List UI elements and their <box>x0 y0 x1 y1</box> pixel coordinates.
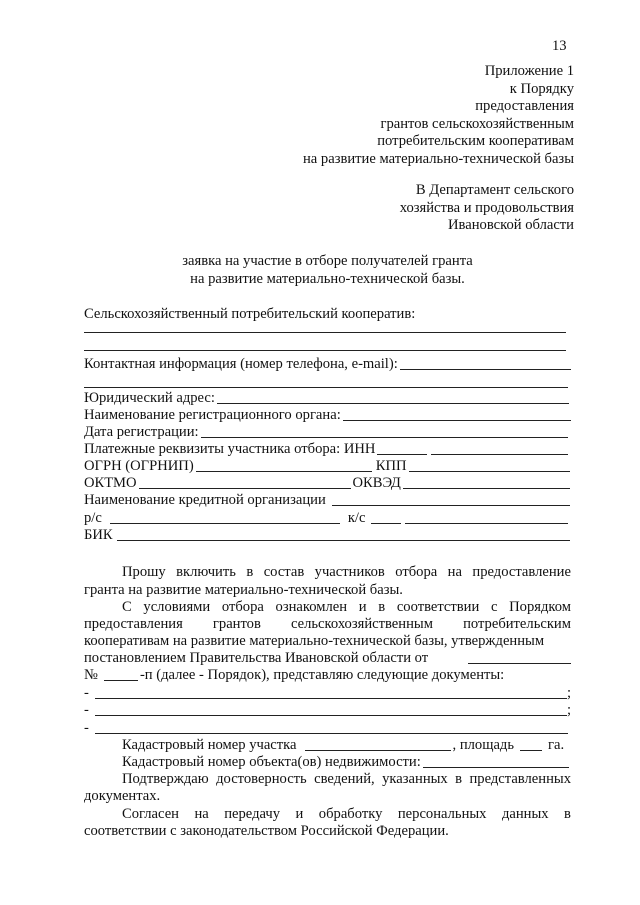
addressee-line: Ивановской области <box>448 217 574 233</box>
decree-rest: -п (далее - Порядок), представляю следующие документы: <box>139 667 505 683</box>
ogrn-kpp-field[interactable] <box>84 458 570 475</box>
ogrn-label: ОГРН (ОГРНИП) <box>84 458 194 474</box>
contact-field-line[interactable] <box>84 387 568 388</box>
word: в <box>564 806 571 822</box>
cadastral-object-field[interactable] <box>122 754 569 771</box>
decree-number-field[interactable] <box>84 667 571 684</box>
word: С <box>122 599 132 615</box>
word: сельскохозяйственным <box>290 616 433 632</box>
contact-field[interactable] <box>84 356 571 373</box>
document-item-1[interactable] <box>84 685 571 702</box>
word: указанных <box>382 771 448 787</box>
word: в <box>378 599 386 615</box>
ks-label: к/с <box>347 510 366 526</box>
document-item-3[interactable] <box>84 720 568 737</box>
appendix-line: потребительским кооперативам <box>377 133 574 149</box>
word: обработку <box>318 806 383 822</box>
appendix-line: на развитие материально-технической базы <box>302 150 574 167</box>
word: персональных <box>397 806 487 822</box>
word: отбора <box>395 564 438 580</box>
contact-label: Контактная информация (номер телефона, e-mail): <box>84 356 398 372</box>
word: достоверность <box>216 771 307 787</box>
appendix-line: к Порядку <box>509 80 574 97</box>
cadastral-land-field[interactable] <box>122 737 571 754</box>
confirm-line2: документах. <box>84 788 161 804</box>
word: состав <box>263 564 305 580</box>
word: включить <box>176 564 236 580</box>
word: отбора <box>221 599 264 615</box>
addressee-line: В Департамент сельского <box>415 182 574 198</box>
dash: - <box>84 702 89 718</box>
word: в <box>246 564 254 580</box>
word: Согласен <box>122 806 179 822</box>
oktmo-label: ОКТМО <box>84 475 137 491</box>
appendix-line: Приложение 1 <box>484 63 574 79</box>
title-line: на развитие материально-технической базы. <box>190 270 465 287</box>
accounts-field[interactable] <box>84 510 568 527</box>
decree-date-field[interactable] <box>84 650 571 667</box>
dash: - <box>84 685 89 701</box>
word: передачу <box>224 806 281 822</box>
word: и <box>295 806 304 822</box>
reg-date-field[interactable] <box>84 424 568 441</box>
reg-org-label: Наименование регистрационного органа: <box>84 407 341 423</box>
word: Подтверждаю <box>122 771 209 787</box>
paragraph-conditions-line1 <box>122 599 571 616</box>
word: в <box>455 771 463 787</box>
word: представленных <box>469 771 571 787</box>
okved-label: ОКВЭД <box>352 475 401 491</box>
word: на <box>194 806 209 822</box>
decree-label: постановлением Правительства Ивановской области от <box>84 650 429 666</box>
appendix-line: предоставления <box>475 98 574 114</box>
payment-label: Платежные реквизиты участника отбора: ИНН <box>84 441 376 457</box>
address-label: Юридический адрес: <box>84 390 215 406</box>
consent-line1 <box>122 806 571 823</box>
word: и <box>358 599 367 615</box>
word: предоставление <box>472 564 571 580</box>
paragraph-request-line2: гранта на развитие материально-технической базы. <box>84 582 403 598</box>
paragraph-conditions-line2 <box>84 616 571 633</box>
word: потребительским <box>463 616 571 632</box>
coop-label: Сельскохозяйственный потребительский кооператив: <box>84 306 416 322</box>
word: Порядком <box>509 599 571 615</box>
coop-field-line[interactable] <box>84 350 566 351</box>
number-sign: № <box>84 667 98 683</box>
semicolon: ; <box>566 685 571 701</box>
consent-line2: соответствии с законодательством Российской Федерации. <box>84 823 449 839</box>
title-line: заявка на участие в отборе получателей гранта <box>182 253 473 269</box>
document-title <box>84 253 571 288</box>
word: соответствии <box>396 599 480 615</box>
document-item-2[interactable] <box>84 702 571 719</box>
appendix-block <box>214 63 574 168</box>
dash: - <box>84 720 89 736</box>
appendix-line: грантов сельскохозяйственным <box>380 115 574 132</box>
word: сведений, <box>314 771 375 787</box>
addressee-line: хозяйства и продовольствия <box>399 199 574 216</box>
area-label: , площадь <box>452 737 514 753</box>
reg-org-field[interactable] <box>84 407 571 424</box>
bik-field[interactable] <box>84 527 570 544</box>
word: Прошу <box>122 564 166 580</box>
bank-label: Наименование кредитной организации <box>84 492 326 508</box>
bank-field[interactable] <box>84 492 570 509</box>
word: грантов <box>212 616 261 632</box>
word: предоставления <box>84 616 183 632</box>
confirm-line1 <box>122 771 571 788</box>
cadastral-object-label: Кадастровый номер объекта(ов) недвижимости: <box>122 754 421 770</box>
coop-field-line[interactable] <box>84 332 566 333</box>
word: данных <box>501 806 549 822</box>
word: на <box>447 564 462 580</box>
rs-label: р/с <box>84 510 102 526</box>
word: с <box>490 599 498 615</box>
addressee-block <box>274 182 574 235</box>
paragraph-request-line1 <box>122 564 571 581</box>
reg-date-label: Дата регистрации: <box>84 424 199 440</box>
word: участников <box>314 564 385 580</box>
inn-field[interactable] <box>84 441 568 458</box>
word: условиями <box>143 599 211 615</box>
word: ознакомлен <box>275 599 348 615</box>
area-unit: га. <box>548 737 565 753</box>
bik-label: БИК <box>84 527 113 543</box>
oktmo-okved-field[interactable] <box>84 475 570 492</box>
cadastral-land-label: Кадастровый номер участка <box>122 737 297 753</box>
address-field[interactable] <box>84 390 569 407</box>
paragraph-conditions-line3: кооперативам на развитие материально-технической базы, утвержденным <box>84 633 545 649</box>
page-number: 13 <box>552 38 567 54</box>
semicolon: ; <box>566 702 571 718</box>
kpp-label: КПП <box>375 458 407 474</box>
